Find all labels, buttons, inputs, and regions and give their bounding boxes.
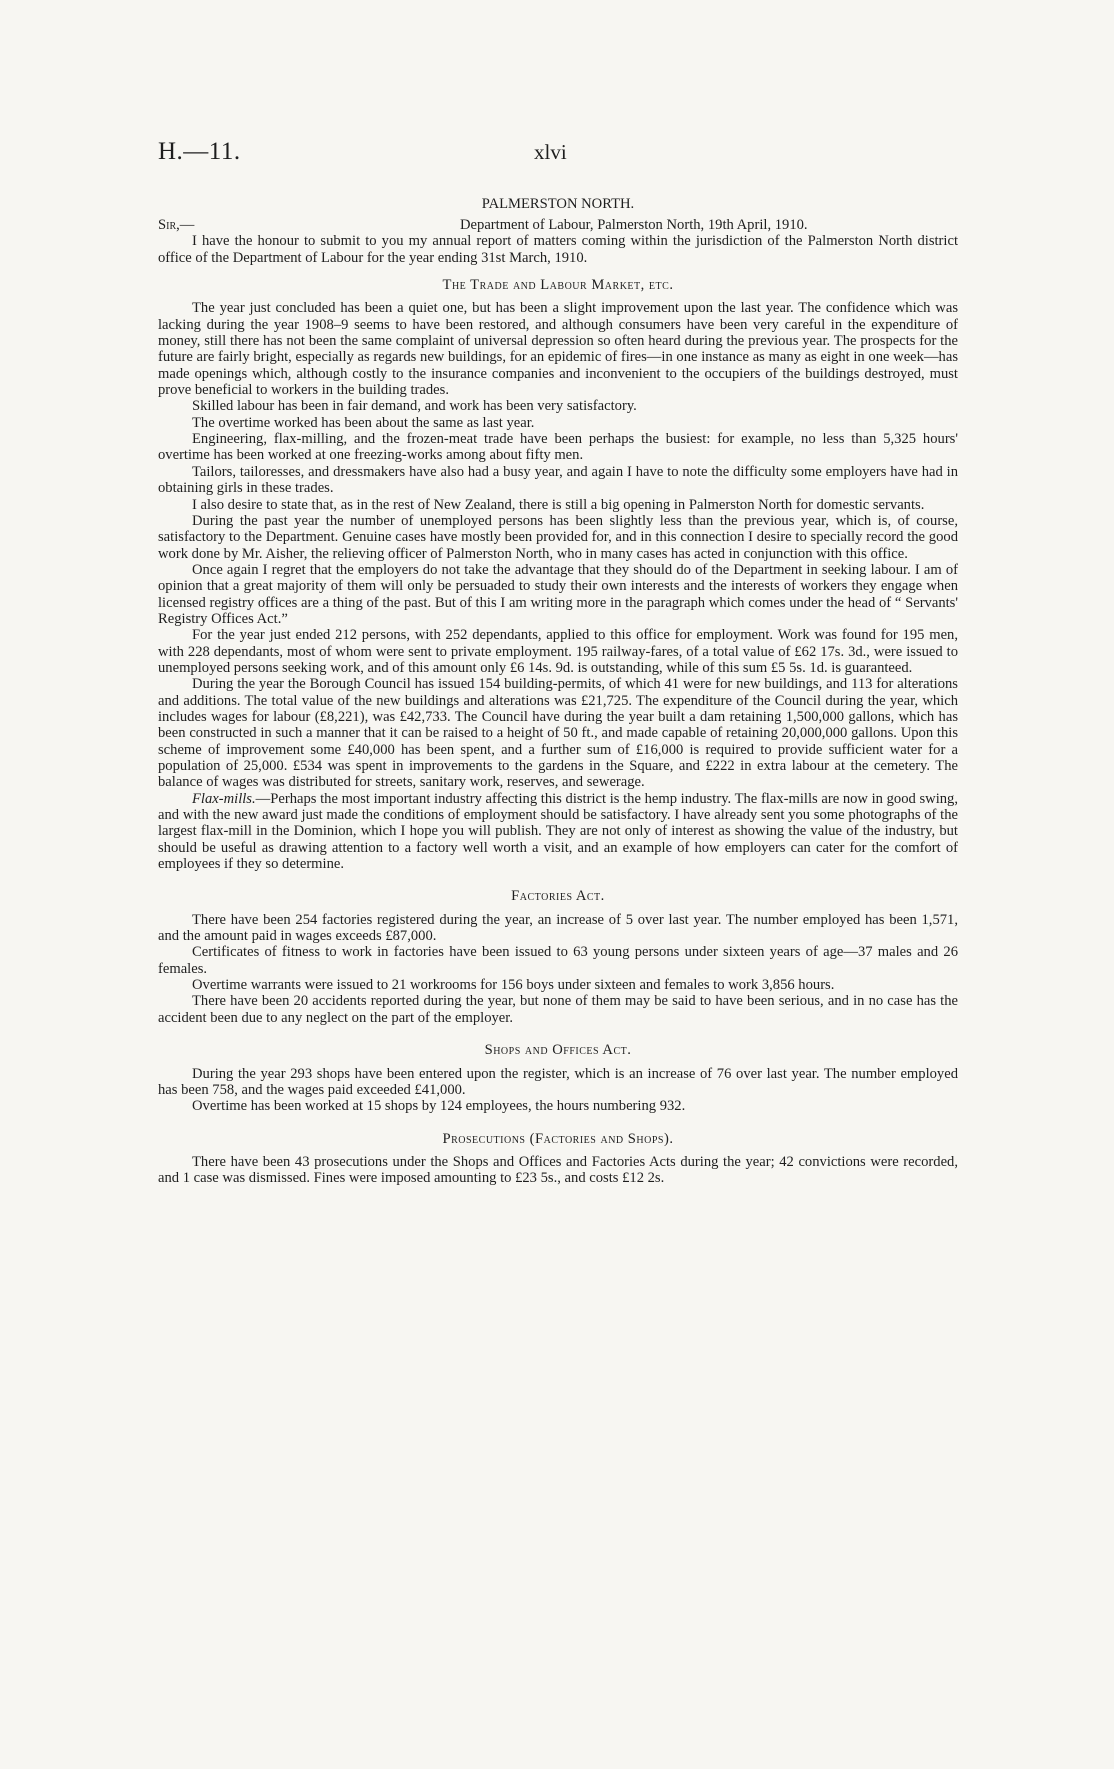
flax-mills-paragraph [158, 791, 958, 873]
paragraph: The year just concluded has been a quiet one, but has been a slight improvement upon the last year. The confidence which was lacking during the year 1908–9 seems to have been restored, and although consumers have been very careful in the expenditure of money, still there has not been the same complaint of universal depression so often heard during the previous year. The prospects for the future are fairly bright, especially as regards new buildings, for an epidemic of fires—in one instance as many as eight in one week—has made openings which, although costly to the insurance companies and inconvenient to the occupiers of the buildings destroyed, must prove beneficial to workers in the building trades. [158, 300, 958, 399]
paragraph: During the year the Borough Council has issued 154 building-permits, of which 41 were for new buildings, and 113 for alterations and additions. The total value of the new buildings and alterations was £21,725. The expenditure of the Council during the year, which includes wages for labour (£8,221), was £42,733. The Council have during the year built a dam retaining 1,500,000 gallons, which has been constructed in such a manner that it can be raised to a height of 50 ft., and made capable of retaining 20,000,000 gallons. Upon this scheme of improvement some £40,000 has been spent, and a further sum of £16,000 is required to provide sufficient water for a population of 25,000. £534 was spent in improvements to the gardens in the Square, and £222 in extra labour at the cemetery. The balance of wages was distributed for streets, sanitary work, reserves, and sewerage. [158, 676, 958, 791]
place-date: Department of Labour, Palmerston North, 19th April, 1910. [460, 217, 808, 234]
heading-factories-act: Factories Act. [511, 888, 605, 905]
paragraph: There have been 43 prosecutions under the Shops and Offices and Factories Acts during the year; 42 convictions were recorded, and 1 case was dismissed. Fines were imposed amounting to £23 5s., and costs £12 2s. [158, 1153, 958, 1187]
flax-mills-label: Flax-mills. [192, 790, 256, 807]
heading-prosecutions: Prosecutions (Factories and Shops). [442, 1130, 674, 1147]
paragraph: The overtime worked has been about the same as last year. [192, 414, 535, 431]
paragraph: For the year just ended 212 persons, with 252 dependants, applied to this office for employment. Work was found for 195 men, with 228 dependants, most of whom were sent to private employment. 195 railway-fares, of a total value of £62 17s. 3d., were issued to unemployed persons seeking work, and of this amount only £6 14s. 9d. is outstanding, while of this sum £5 5s. 1d. is guaranteed. [158, 627, 958, 676]
salutation-line [158, 217, 958, 233]
paragraph: Once again I regret that the employers do not take the advantage that they should do of the Department in seeking labour. I am of opinion that a great majority of them will only be persuaded to study their own interests and the interests of workers they engage when licensed registry offices are a thing of the past. But of this I am writing more in the paragraph which comes under the head of “ Servants' Registry Offices Act.” [158, 561, 958, 627]
heading-trade-labour-market: The Trade and Labour Market, etc. [442, 277, 674, 294]
report-body [158, 196, 958, 1187]
header-reference: H.—11. [158, 138, 241, 165]
paragraph: I also desire to state that, as in the rest of New Zealand, there is still a big opening in Palmerston North for domestic servants. [192, 496, 925, 513]
office-title: PALMERSTON NORTH. [481, 196, 635, 212]
paragraph: Certificates of fitness to work in factories have been issued to 63 young persons under sixteen years of age—37 males and 26 females. [158, 944, 958, 977]
paragraph: There have been 254 factories registered during the year, an increase of 5 over last year. The number employed has been 1,571, and the amount paid in wages exceeds £87,000. [158, 911, 958, 945]
paragraph: Skilled labour has been in fair demand, and work has been very satisfactory. [192, 398, 637, 415]
paragraph: Overtime warrants were issued to 21 workrooms for 156 boys under sixteen and females to work 3,856 hours. [192, 977, 835, 994]
heading-shops-offices-act: Shops and Offices Act. [484, 1042, 632, 1059]
salutation: Sir,— [158, 217, 195, 234]
flax-mills-text: —Perhaps the most important industry affecting this district is the hemp industry. The flax-mills are now in good swing, and with the new award just made the conditions of employment should be satisfactory. I have already sent you some photographs of the largest flax-mill in the Dominion, which I hope you will publish. They are not only of interest as showing the value of the industry, but should be useful as drawing attention to a factory well worth a visit, and an example of how employers can cater for the comfort of employees if they so determine. [158, 790, 958, 873]
paragraph: Engineering, flax-milling, and the frozen-meat trade have been perhaps the busiest: for example, no less than 5,325 hours' overtime has been worked at one freezing-works among about fifty men. [158, 431, 958, 464]
paragraph: During the past year the number of unemployed persons has been slightly less than the previous year, which is, of course, satisfactory to the Department. Genuine cases have mostly been provided for, and in this connection I desire to specially record the good work done by Mr. Aisher, the relieving officer of Palmerston North, who in many cases has acted in conjunction with this office. [158, 512, 958, 562]
paragraph: Overtime has been worked at 15 shops by 124 employees, the hours numbering 932. [192, 1098, 686, 1115]
intro-paragraph: I have the honour to submit to you my annual report of matters coming within the jurisdiction of the Palmerston North district office of the Department of Labour for the year ending 31st March, 1910. [158, 233, 958, 266]
paragraph: During the year 293 shops have been entered upon the register, which is an increase of 76 over last year. The number employed has been 758, and the wages paid exceeded £41,000. [158, 1065, 958, 1098]
paragraph: Tailors, tailoresses, and dressmakers have also had a busy year, and again I have to note the difficulty some employers have had in obtaining girls in these trades. [158, 463, 958, 497]
page-number: xlvi [534, 140, 567, 164]
paragraph: There have been 20 accidents reported during the year, but none of them may be said to have been serious, and in no case has the accident been due to any neglect on the part of the employer. [158, 993, 958, 1026]
